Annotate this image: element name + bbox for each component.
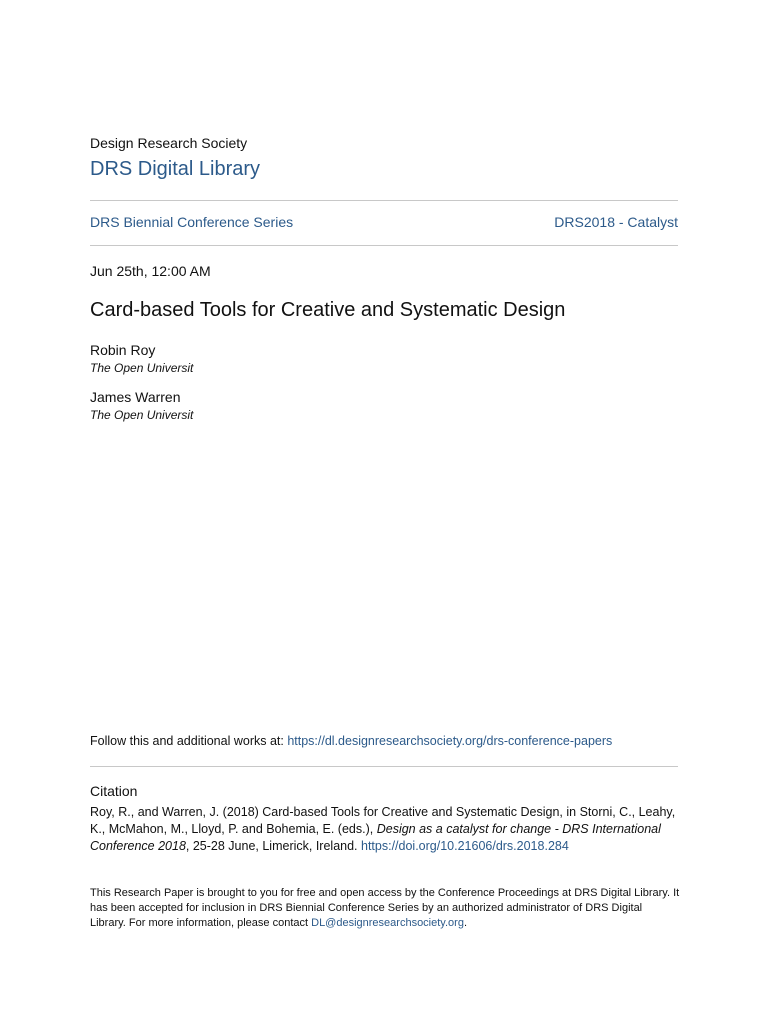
author-entry [90,342,193,376]
citation-heading: Citation [90,783,138,799]
citation-proceedings: Design as a catalyst for change - DRS International Conference 2018 [90,822,661,853]
notice-text: This Research Paper is brought to you for free and open access by the Conference Proceedings at DRS Digital Library. It has been accepted for inclusion in DRS Biennial Conference Series by an authorized administrator of DRS Digital Library. For more information, please contact [90,887,680,929]
cover-page [90,0,678,1024]
conference-edition-link[interactable]: DRS2018 - Catalyst [554,214,678,230]
publication-date: Jun 25th, 12:00 AM [90,263,211,279]
conference-series-link[interactable]: DRS Biennial Conference Series [90,214,294,230]
divider-citation [90,766,678,767]
follow-prefix: Follow this and additional works at: [90,734,288,748]
contact-email-link[interactable]: DL@designresearchsociety.org [311,917,464,929]
library-name[interactable]: DRS Digital Library [90,158,261,180]
follow-line [90,734,612,748]
author-name: Robin Roy [90,342,156,358]
access-notice [90,886,680,931]
series-row [90,214,678,230]
doi-link[interactable]: https://doi.org/10.21606/drs.2018.284 [361,839,569,853]
divider-series [90,245,678,246]
author-entry [90,389,193,423]
divider-top [90,200,678,201]
paper-title: Card-based Tools for Creative and Systematic Design [90,299,566,321]
author-affiliation: The Open Universit [90,361,194,375]
follow-link[interactable]: https://dl.designresearchsociety.org/drs-conference-papers [287,734,613,748]
citation-start: Roy, R., and Warren, J. (2018) Card-based Tools for Creative and Systematic Design, in Storni, C., Leahy, K., McMahon, M., Lloyd, P. and Bohemia, E. (eds.), [90,805,676,836]
citation-end: , 25-28 June, Limerick, Ireland. [185,839,361,853]
citation-text [90,804,680,855]
notice-end: . [463,917,468,929]
author-name: James Warren [90,389,181,405]
author-affiliation: The Open Universit [90,408,194,422]
society-name: Design Research Society [90,135,248,151]
